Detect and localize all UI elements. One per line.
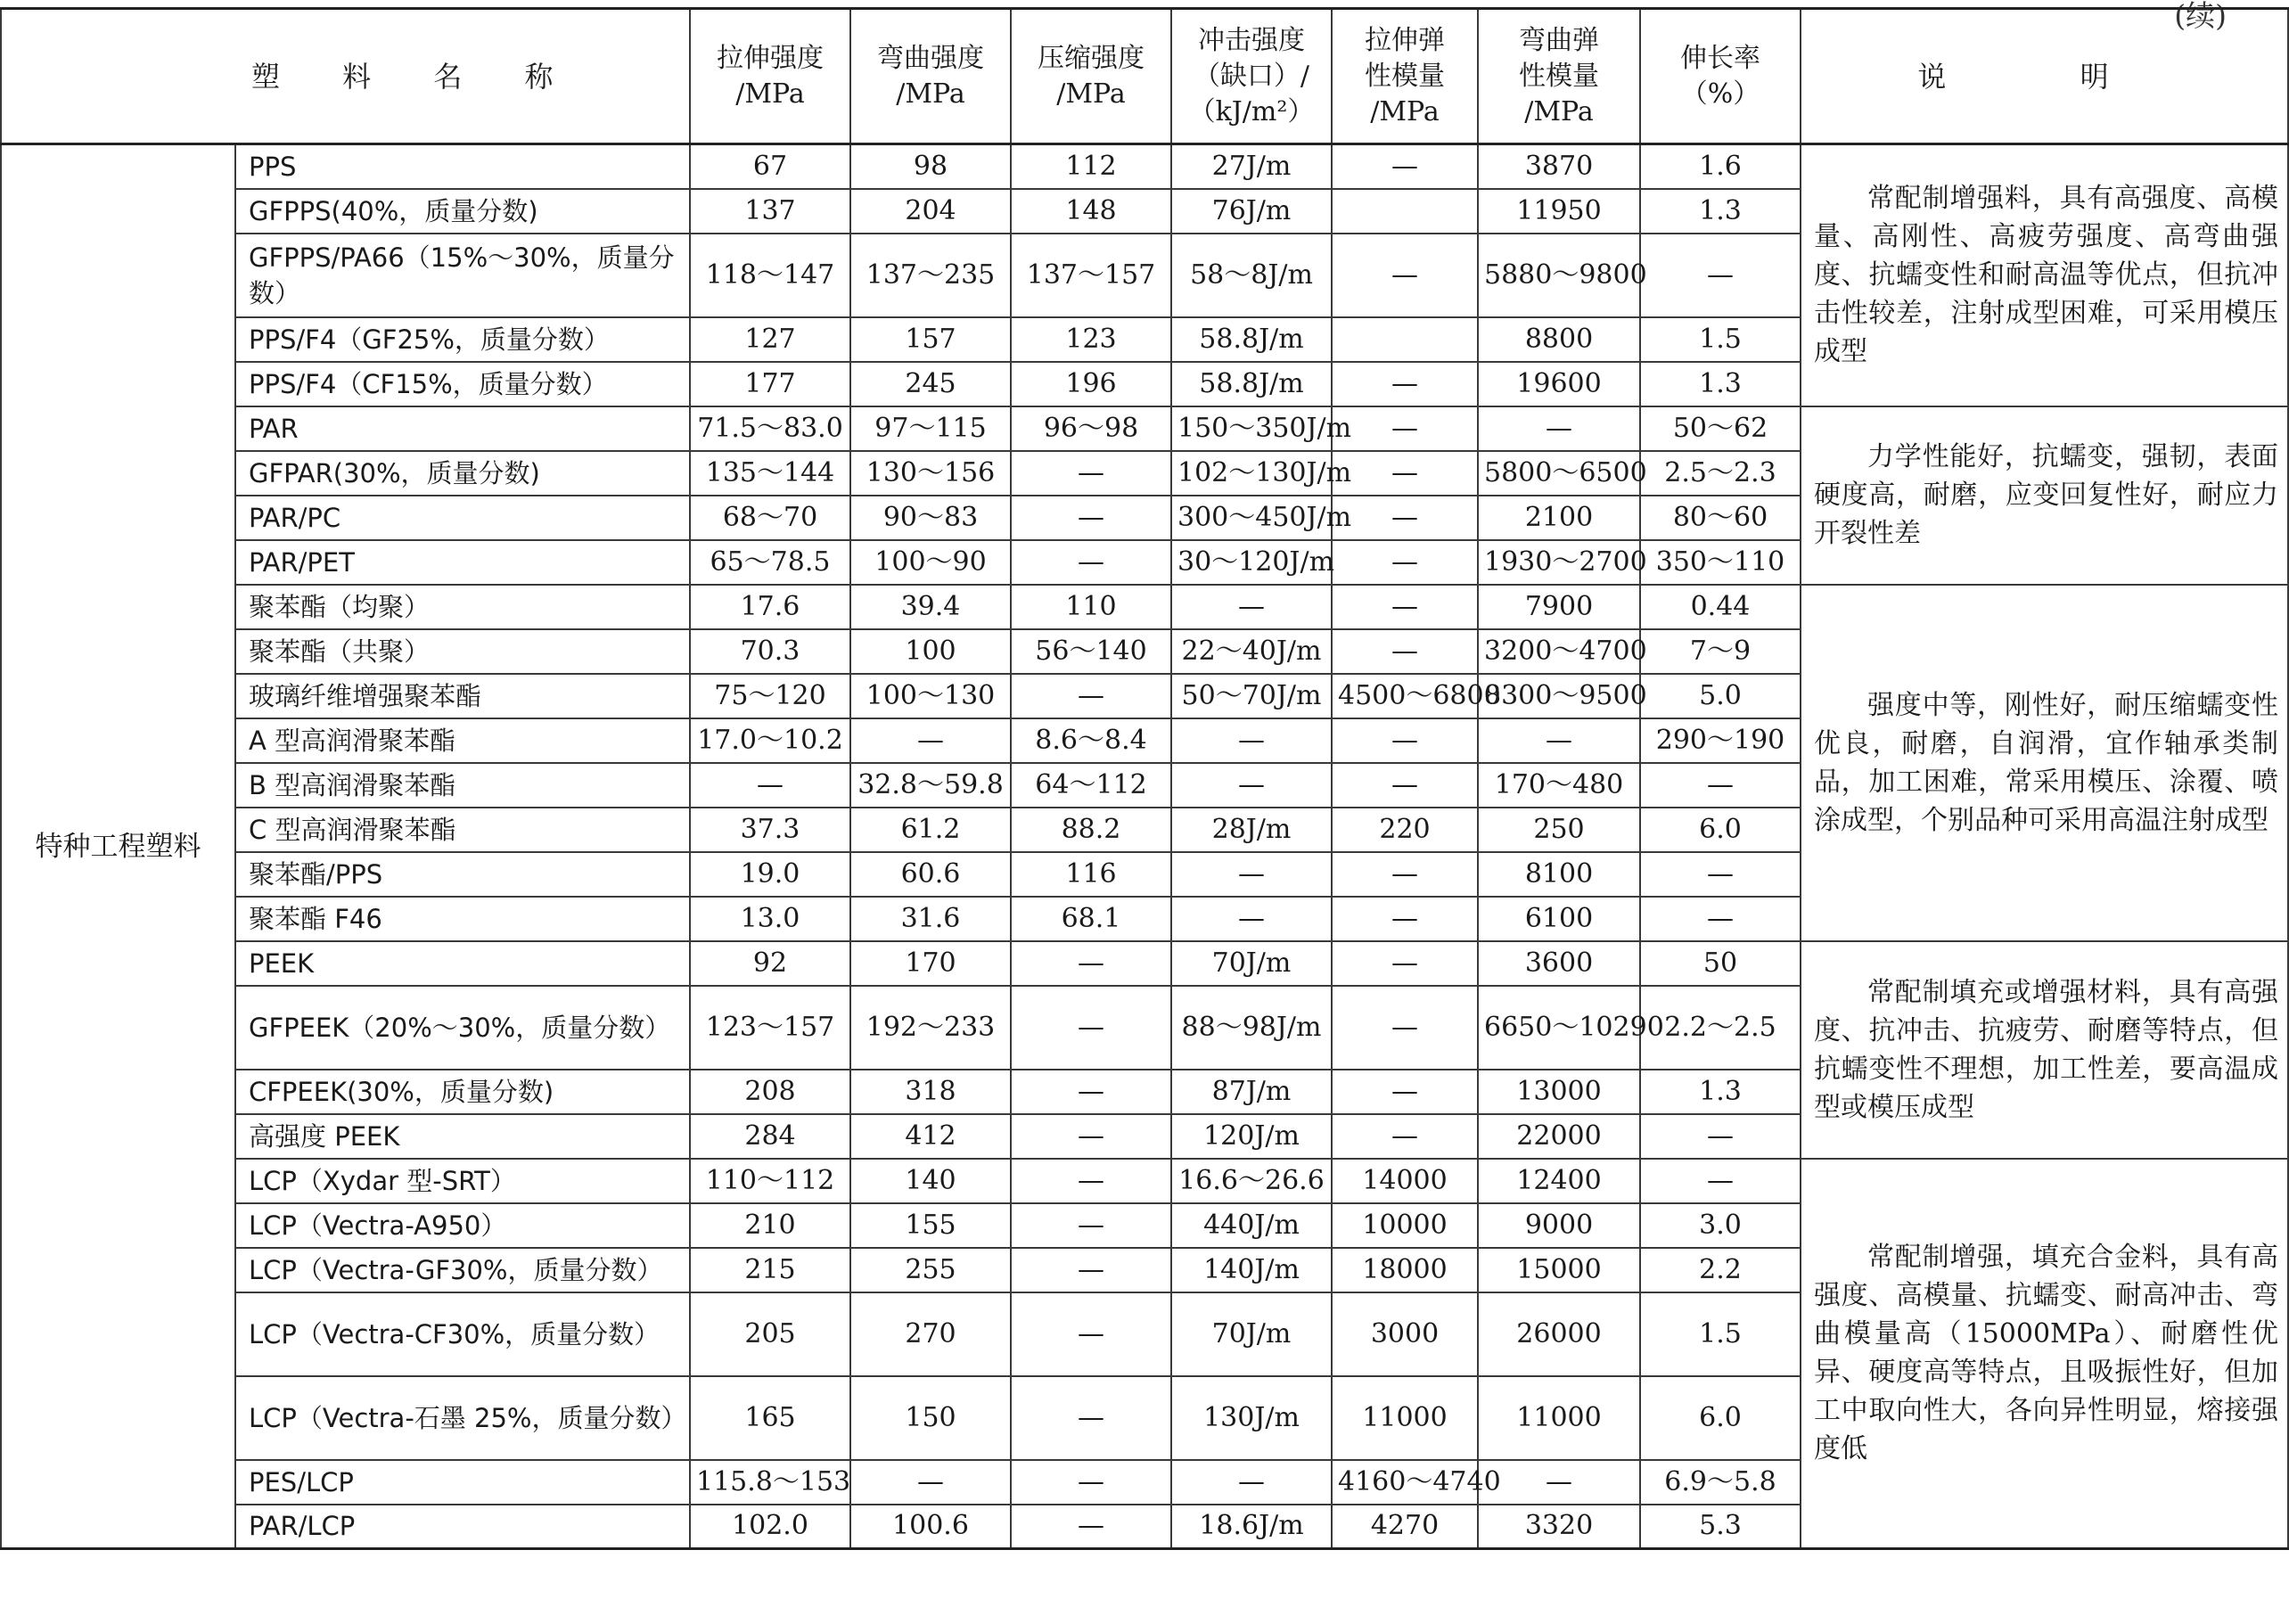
plastics-properties-table (0, 7, 2289, 1550)
compressive-cell: 148 (1011, 189, 1171, 234)
compressive-cell: 68.1 (1011, 897, 1171, 941)
table-row (1, 406, 2288, 451)
impact-cell: — (1171, 585, 1332, 629)
plastic-name-cell: GFPPS/PA66（15%～30%，质量分数） (235, 234, 690, 317)
header-impact-strength (1171, 9, 1332, 144)
tensile-modulus-cell: 14000 (1332, 1159, 1478, 1203)
plastic-name-cell: PAR/LCP (235, 1505, 690, 1549)
plastic-name-cell: C 型高润滑聚苯酯 (235, 808, 690, 852)
compressive-cell: — (1011, 1248, 1171, 1292)
impact-cell: 70J/m (1171, 1292, 1332, 1376)
flexural-modulus-cell: 250 (1478, 808, 1640, 852)
header-tensile-modulus (1332, 9, 1478, 144)
elongation-cell: 2.2 (1640, 1248, 1801, 1292)
elongation-cell: 290～190 (1640, 718, 1801, 763)
flexural-cell: 31.6 (850, 897, 1011, 941)
plastic-name-cell: PES/LCP (235, 1460, 690, 1505)
plastic-name-cell: LCP（Vectra-石墨 25%，质量分数） (235, 1376, 690, 1460)
flexural-modulus-cell: 7900 (1478, 585, 1640, 629)
flexural-modulus-cell: — (1478, 1460, 1640, 1505)
tensile-cell: 177 (690, 362, 850, 406)
compressive-cell: — (1011, 986, 1171, 1070)
compressive-cell: — (1011, 674, 1171, 718)
tensile-cell: 118～147 (690, 234, 850, 317)
elongation-cell: 2.2～2.5 (1640, 986, 1801, 1070)
flexural-cell: 412 (850, 1114, 1011, 1159)
header-impact-line3: （kJ/m²） (1188, 95, 1315, 127)
flexural-cell: 100～130 (850, 674, 1011, 718)
tensile-modulus-cell: — (1332, 234, 1478, 317)
plastic-name-cell: PAR (235, 406, 690, 451)
plastic-name-cell: PPS/F4（GF25%，质量分数） (235, 317, 690, 362)
flexural-cell: — (850, 718, 1011, 763)
elongation-cell: — (1640, 1159, 1801, 1203)
flexural-modulus-cell: 9000 (1478, 1203, 1640, 1248)
header-elong-line1: 伸长率 (1680, 42, 1760, 74)
tensile-cell: 65～78.5 (690, 540, 850, 585)
plastic-name-cell: 聚苯酯（共聚） (235, 629, 690, 674)
elongation-cell: — (1640, 763, 1801, 808)
tensile-cell: 92 (690, 941, 850, 986)
tensile-modulus-cell: — (1332, 718, 1478, 763)
compressive-cell: — (1011, 1203, 1171, 1248)
compressive-cell: 64～112 (1011, 763, 1171, 808)
impact-cell: 22～40J/m (1171, 629, 1332, 674)
elongation-cell: 0.44 (1640, 585, 1801, 629)
flexural-cell: 157 (850, 317, 1011, 362)
tensile-modulus-cell: — (1332, 1070, 1478, 1114)
header-fmod-line3: /MPa (1524, 95, 1594, 127)
impact-cell: 300～450J/m (1171, 496, 1332, 540)
impact-cell: — (1171, 763, 1332, 808)
tensile-cell: 37.3 (690, 808, 850, 852)
category-cell: 特种工程塑料 (1, 144, 235, 1549)
compressive-cell: — (1011, 1070, 1171, 1114)
compressive-cell: 8.6～8.4 (1011, 718, 1171, 763)
flexural-modulus-cell: 11000 (1478, 1376, 1640, 1460)
flexural-modulus-cell: 170～480 (1478, 763, 1640, 808)
header-tmod-line3: /MPa (1370, 95, 1440, 127)
flexural-modulus-cell: 22000 (1478, 1114, 1640, 1159)
plastic-name-cell: GFPEEK（20%～30%，质量分数） (235, 986, 690, 1070)
compressive-cell: 116 (1011, 852, 1171, 897)
elongation-cell: 5.0 (1640, 674, 1801, 718)
flexural-modulus-cell: 8100 (1478, 852, 1640, 897)
header-description: 说 明 (1801, 9, 2288, 144)
tensile-modulus-cell: 4500～6800 (1332, 674, 1478, 718)
tensile-cell: 19.0 (690, 852, 850, 897)
flexural-cell: 170 (850, 941, 1011, 986)
flexural-modulus-cell: 3320 (1478, 1505, 1640, 1549)
elongation-cell: — (1640, 897, 1801, 941)
tensile-cell: 137 (690, 189, 850, 234)
tensile-cell: 127 (690, 317, 850, 362)
impact-cell: 58.8J/m (1171, 317, 1332, 362)
tensile-modulus-cell: — (1332, 1114, 1478, 1159)
plastic-name-cell: LCP（Vectra-GF30%，质量分数） (235, 1248, 690, 1292)
tensile-cell: 115.8～153 (690, 1460, 850, 1505)
plastic-name-cell: PPS (235, 144, 690, 189)
tensile-modulus-cell (1332, 189, 1478, 234)
elongation-cell: 6.9～5.8 (1640, 1460, 1801, 1505)
tensile-modulus-cell: 18000 (1332, 1248, 1478, 1292)
elongation-cell: — (1640, 1114, 1801, 1159)
header-elongation (1640, 9, 1801, 144)
compressive-cell: — (1011, 1159, 1171, 1203)
impact-cell: 102～130J/m (1171, 451, 1332, 496)
header-flexural-modulus (1478, 9, 1640, 144)
tensile-cell: 68～70 (690, 496, 850, 540)
header-flexural-line2: /MPa (896, 78, 965, 110)
elongation-cell: 1.5 (1640, 1292, 1801, 1376)
tensile-cell: 208 (690, 1070, 850, 1114)
compressive-cell: — (1011, 1114, 1171, 1159)
flexural-cell: 100 (850, 629, 1011, 674)
tensile-modulus-cell: — (1332, 941, 1478, 986)
compressive-cell: — (1011, 1505, 1171, 1549)
flexural-modulus-cell: 3870 (1478, 144, 1640, 189)
impact-cell: 30～120J/m (1171, 540, 1332, 585)
tensile-cell: 17.0～10.2 (690, 718, 850, 763)
header-impact-line2: （缺口）/ (1193, 60, 1310, 92)
flexural-cell: 100～90 (850, 540, 1011, 585)
header-tmod-line2: 性模量 (1365, 60, 1445, 92)
impact-cell: — (1171, 1460, 1332, 1505)
tensile-modulus-cell: — (1332, 406, 1478, 451)
tensile-cell: 215 (690, 1248, 850, 1292)
flexural-cell: 255 (850, 1248, 1011, 1292)
tensile-modulus-cell: 220 (1332, 808, 1478, 852)
impact-cell: — (1171, 718, 1332, 763)
tensile-modulus-cell (1332, 317, 1478, 362)
compressive-cell: 96～98 (1011, 406, 1171, 451)
tensile-cell: 102.0 (690, 1505, 850, 1549)
flexural-cell: 150 (850, 1376, 1011, 1460)
plastic-name-cell: LCP（Xydar 型-SRT） (235, 1159, 690, 1203)
tensile-cell: 71.5～83.0 (690, 406, 850, 451)
impact-cell: — (1171, 852, 1332, 897)
table-row (1, 585, 2288, 629)
flexural-modulus-cell: 15000 (1478, 1248, 1640, 1292)
compressive-cell: 123 (1011, 317, 1171, 362)
flexural-modulus-cell: 13000 (1478, 1070, 1640, 1114)
compressive-cell: — (1011, 1376, 1171, 1460)
flexural-modulus-cell: 8800 (1478, 317, 1640, 362)
elongation-cell: 1.3 (1640, 362, 1801, 406)
tensile-modulus-cell: 11000 (1332, 1376, 1478, 1460)
flexural-cell: 245 (850, 362, 1011, 406)
plastic-name-cell: LCP（Vectra-A950） (235, 1203, 690, 1248)
plastic-name-cell: PPS/F4（CF15%，质量分数） (235, 362, 690, 406)
tensile-modulus-cell: — (1332, 897, 1478, 941)
plastic-name-cell: LCP（Vectra-CF30%，质量分数） (235, 1292, 690, 1376)
tensile-cell: 284 (690, 1114, 850, 1159)
tensile-modulus-cell: 10000 (1332, 1203, 1478, 1248)
tensile-cell: 165 (690, 1376, 850, 1460)
flexural-modulus-cell: 11950 (1478, 189, 1640, 234)
elongation-cell: 5.3 (1640, 1505, 1801, 1549)
description-note-cell: 常配制填充或增强材料，具有高强度、抗冲击、抗疲劳、耐磨等特点，但抗蠕变性不理想，加工性差，要高温成型或模压成型 (1801, 941, 2288, 1159)
tensile-modulus-cell: — (1332, 986, 1478, 1070)
tensile-modulus-cell: — (1332, 540, 1478, 585)
flexural-modulus-cell: — (1478, 406, 1640, 451)
compressive-cell: — (1011, 540, 1171, 585)
flexural-cell: 318 (850, 1070, 1011, 1114)
tensile-cell: 67 (690, 144, 850, 189)
elongation-cell: 80～60 (1640, 496, 1801, 540)
plastic-name-cell: B 型高润滑聚苯酯 (235, 763, 690, 808)
header-impact-line1: 冲击强度 (1198, 24, 1305, 56)
tensile-modulus-cell: — (1332, 852, 1478, 897)
impact-cell: 58～8J/m (1171, 234, 1332, 317)
tensile-cell: 210 (690, 1203, 850, 1248)
flexural-modulus-cell: 6650～10290 (1478, 986, 1640, 1070)
header-compressive-line2: /MPa (1056, 78, 1126, 110)
elongation-cell: 7～9 (1640, 629, 1801, 674)
plastic-name-cell: GFPAR(30%，质量分数) (235, 451, 690, 496)
tensile-cell: 123～157 (690, 986, 850, 1070)
tensile-cell: — (690, 763, 850, 808)
description-note-cell: 力学性能好，抗蠕变，强韧，表面硬度高，耐磨，应变回复性好，耐应力开裂性差 (1801, 406, 2288, 585)
elongation-cell: 1.3 (1640, 189, 1801, 234)
description-note-cell: 强度中等，刚性好，耐压缩蠕变性优良，耐磨，自润滑，宜作轴承类制品，加工困难，常采用模压、涂覆、喷涂成型，个别品种可采用高温注射成型 (1801, 585, 2288, 941)
impact-cell: 87J/m (1171, 1070, 1332, 1114)
tensile-cell: 205 (690, 1292, 850, 1376)
compressive-cell: 137～157 (1011, 234, 1171, 317)
plastic-name-cell: 聚苯酯/PPS (235, 852, 690, 897)
tensile-modulus-cell: — (1332, 496, 1478, 540)
plastic-name-cell: 聚苯酯（均聚） (235, 585, 690, 629)
flexural-cell: 270 (850, 1292, 1011, 1376)
compressive-cell: 88.2 (1011, 808, 1171, 852)
flexural-modulus-cell: 1930～2700 (1478, 540, 1640, 585)
flexural-cell: 61.2 (850, 808, 1011, 852)
compressive-cell: 112 (1011, 144, 1171, 189)
plastic-name-cell: PAR/PET (235, 540, 690, 585)
tensile-modulus-cell: — (1332, 451, 1478, 496)
impact-cell: 150～350J/m (1171, 406, 1332, 451)
tensile-cell: 110～112 (690, 1159, 850, 1203)
flexural-modulus-cell: 6100 (1478, 897, 1640, 941)
tensile-cell: 17.6 (690, 585, 850, 629)
impact-cell: 76J/m (1171, 189, 1332, 234)
flexural-cell: 60.6 (850, 852, 1011, 897)
flexural-modulus-cell: — (1478, 718, 1640, 763)
tensile-cell: 135～144 (690, 451, 850, 496)
tensile-modulus-cell: — (1332, 763, 1478, 808)
table-body (1, 144, 2288, 1549)
plastic-name-cell: 聚苯酯 F46 (235, 897, 690, 941)
flexural-cell: — (850, 1460, 1011, 1505)
header-tmod-line1: 拉伸弹 (1365, 24, 1445, 56)
tensile-cell: 70.3 (690, 629, 850, 674)
header-row (1, 9, 2288, 144)
compressive-cell: 56～140 (1011, 629, 1171, 674)
plastic-name-cell: PAR/PC (235, 496, 690, 540)
elongation-cell: 6.0 (1640, 808, 1801, 852)
table-row (1, 941, 2288, 986)
property-table-container (0, 7, 2289, 1550)
table-row (1, 1159, 2288, 1203)
flexural-modulus-cell: 12400 (1478, 1159, 1640, 1203)
tensile-cell: 75～120 (690, 674, 850, 718)
header-tensile-line2: /MPa (735, 78, 805, 110)
header-compressive-line1: 压缩强度 (1038, 42, 1144, 74)
flexural-cell: 32.8～59.8 (850, 763, 1011, 808)
compressive-cell: 110 (1011, 585, 1171, 629)
header-fmod-line1: 弯曲弹 (1519, 24, 1599, 56)
flexural-cell: 90～83 (850, 496, 1011, 540)
impact-cell: 16.6～26.6 (1171, 1159, 1332, 1203)
impact-cell: 440J/m (1171, 1203, 1332, 1248)
plastic-name-cell: GFPPS(40%，质量分数) (235, 189, 690, 234)
impact-cell: 28J/m (1171, 808, 1332, 852)
flexural-cell: 137～235 (850, 234, 1011, 317)
flexural-cell: 192～233 (850, 986, 1011, 1070)
tensile-modulus-cell: — (1332, 585, 1478, 629)
impact-cell: 130J/m (1171, 1376, 1332, 1460)
flexural-modulus-cell: 3200～4700 (1478, 629, 1640, 674)
flexural-modulus-cell: 5800～6500 (1478, 451, 1640, 496)
impact-cell: 58.8J/m (1171, 362, 1332, 406)
elongation-cell: 350～110 (1640, 540, 1801, 585)
flexural-cell: 130～156 (850, 451, 1011, 496)
header-tensile-line1: 拉伸强度 (717, 42, 824, 74)
header-tensile-strength (690, 9, 850, 144)
elongation-cell: — (1640, 234, 1801, 317)
elongation-cell: — (1640, 852, 1801, 897)
elongation-cell: 3.0 (1640, 1203, 1801, 1248)
continued-label: (续) (2174, 0, 2227, 33)
flexural-cell: 39.4 (850, 585, 1011, 629)
flexural-cell: 97～115 (850, 406, 1011, 451)
description-note-cell: 常配制增强料，具有高强度、高模量、高刚性、高疲劳强度、高弯曲强度、抗蠕变性和耐高温等优点，但抗冲击性较差，注射成型困难，可采用模压成型 (1801, 144, 2288, 406)
plastic-name-cell: 玻璃纤维增强聚苯酯 (235, 674, 690, 718)
header-compressive-strength (1011, 9, 1171, 144)
impact-cell: 120J/m (1171, 1114, 1332, 1159)
elongation-cell: 1.6 (1640, 144, 1801, 189)
flexural-cell: 98 (850, 144, 1011, 189)
tensile-modulus-cell: — (1332, 144, 1478, 189)
tensile-modulus-cell: 4270 (1332, 1505, 1478, 1549)
elongation-cell: 1.3 (1640, 1070, 1801, 1114)
flexural-cell: 155 (850, 1203, 1011, 1248)
impact-cell: 70J/m (1171, 941, 1332, 986)
elongation-cell: 6.0 (1640, 1376, 1801, 1460)
header-plastic-name: 塑 料 名 称 (1, 9, 690, 144)
plastic-name-cell: A 型高润滑聚苯酯 (235, 718, 690, 763)
description-note-cell: 常配制增强，填充合金料，具有高强度、高模量、抗蠕变、耐高冲击、弯曲模量高（15000MPa）、耐磨性优异、硬度高等特点，且吸振性好，但加工中取向性大，各向异性明显，熔接强度低 (1801, 1159, 2288, 1549)
flexural-modulus-cell: 5880～9800 (1478, 234, 1640, 317)
compressive-cell: — (1011, 941, 1171, 986)
tensile-modulus-cell: 4160～4740 (1332, 1460, 1478, 1505)
flexural-modulus-cell: 19600 (1478, 362, 1640, 406)
plastic-name-cell: CFPEEK(30%，质量分数) (235, 1070, 690, 1114)
elongation-cell: 50～62 (1640, 406, 1801, 451)
header-elong-line2: （%） (1680, 78, 1760, 110)
compressive-cell: — (1011, 451, 1171, 496)
header-flexural-strength (850, 9, 1011, 144)
compressive-cell: — (1011, 1292, 1171, 1376)
elongation-cell: 1.5 (1640, 317, 1801, 362)
tensile-cell: 13.0 (690, 897, 850, 941)
header-flexural-line1: 弯曲强度 (877, 42, 984, 74)
compressive-cell: — (1011, 1460, 1171, 1505)
flexural-cell: 100.6 (850, 1505, 1011, 1549)
plastic-name-cell: 高强度 PEEK (235, 1114, 690, 1159)
tensile-modulus-cell: 3000 (1332, 1292, 1478, 1376)
impact-cell: 88～98J/m (1171, 986, 1332, 1070)
compressive-cell: 196 (1011, 362, 1171, 406)
flexural-modulus-cell: 2100 (1478, 496, 1640, 540)
impact-cell: 140J/m (1171, 1248, 1332, 1292)
compressive-cell: — (1011, 496, 1171, 540)
impact-cell: 50～70J/m (1171, 674, 1332, 718)
table-row (1, 144, 2288, 189)
impact-cell: — (1171, 897, 1332, 941)
tensile-modulus-cell: — (1332, 362, 1478, 406)
plastic-name-cell: PEEK (235, 941, 690, 986)
elongation-cell: 2.5～2.3 (1640, 451, 1801, 496)
header-fmod-line2: 性模量 (1519, 60, 1599, 92)
flexural-modulus-cell: 3600 (1478, 941, 1640, 986)
elongation-cell: 50 (1640, 941, 1801, 986)
impact-cell: 18.6J/m (1171, 1505, 1332, 1549)
flexural-modulus-cell: 26000 (1478, 1292, 1640, 1376)
tensile-modulus-cell: — (1332, 629, 1478, 674)
flexural-modulus-cell: 8300～9500 (1478, 674, 1640, 718)
flexural-cell: 140 (850, 1159, 1011, 1203)
flexural-cell: 204 (850, 189, 1011, 234)
impact-cell: 27J/m (1171, 144, 1332, 189)
